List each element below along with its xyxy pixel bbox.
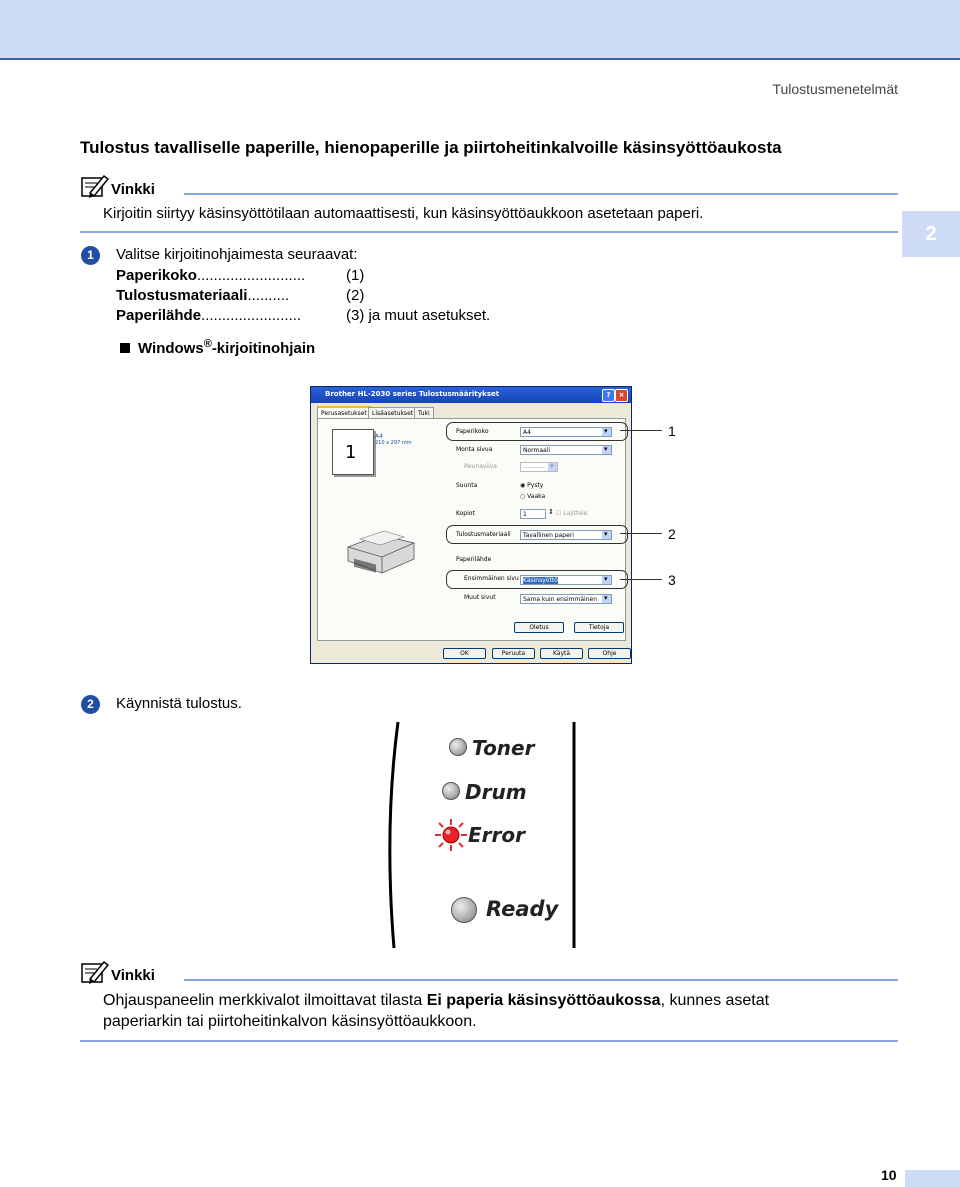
muut-sivut-label: Muut sivut [464, 594, 496, 601]
setting-row-paperilahde [116, 307, 301, 324]
paperilahde-label: Paperilähde [456, 556, 492, 563]
page-preview [332, 429, 374, 475]
leader-dots: .......... [247, 287, 290, 304]
tab-perusasetukset[interactable]: Perusasetukset [317, 406, 371, 420]
peruuta-button[interactable]: Peruuta [492, 648, 535, 659]
ok-button[interactable]: OK [443, 648, 486, 659]
note-header-2 [80, 959, 898, 989]
dialog-titlebar [311, 387, 631, 403]
setting-name: Tulostusmateriaali [116, 287, 248, 304]
setting-ref: (3) ja muut asetukset. [346, 307, 491, 324]
ensimmainen-select[interactable]: Käsinsyöttö ▾ [520, 575, 612, 585]
callout-number-2: 2 [668, 526, 676, 542]
note-pencil-icon [80, 959, 110, 985]
setting-row-paperikoko [116, 267, 305, 284]
radio-vaaka[interactable]: ○ Vaaka [520, 493, 546, 500]
callout-line-2 [620, 533, 662, 534]
radio-pysty[interactable]: ◉ Pysty [520, 482, 544, 489]
setting-name: Paperilähde [116, 307, 202, 324]
callout-line-1 [620, 430, 662, 431]
error-led-blinking-icon [434, 818, 468, 852]
square-bullet-icon [120, 343, 130, 353]
header-band [0, 0, 960, 60]
running-header: Tulostusmenetelmät [772, 81, 898, 97]
windows-subheading: Windows®-kirjoitinohjain [138, 338, 316, 357]
kopiot-input[interactable]: 1 [520, 509, 546, 519]
note-header [80, 173, 898, 203]
preview-size: A4 [375, 433, 383, 440]
callout-highlight-3 [446, 570, 628, 589]
kopiot-label: Kopiot [456, 510, 475, 517]
note2-text-line1: Ohjauspaneelin merkkivalot ilmoittavat tilasta Ei paperia käsinsyöttöaukossa, kunnes asetat [103, 992, 770, 1009]
chapter-tab: 2 [902, 211, 960, 257]
printer-illustration-icon [340, 519, 420, 579]
ready-led-icon [451, 897, 477, 923]
note-divider [184, 193, 898, 195]
callout-number-1: 1 [668, 423, 676, 439]
help-button[interactable]: ? [602, 389, 615, 402]
setting-row-tulostusmateriaali [116, 287, 289, 304]
page-heading: Tulostus tavalliselle paperille, hienopaperille ja piirtoheitinkalvoille käsinsyöttöaukosta [80, 138, 782, 157]
ohje-button[interactable]: Ohje [588, 648, 631, 659]
page-number: 10 [881, 1167, 897, 1183]
tietoja-button[interactable]: Tietoja [574, 622, 624, 633]
toner-label: Toner [472, 736, 535, 760]
reunaviiva-label: Reunaviiva [464, 463, 497, 470]
tulostusmateriaali-label: Tulostusmateriaali [456, 531, 511, 538]
reunaviiva-select[interactable]: ---------- ▾ [520, 462, 558, 472]
muut-sivut-select[interactable]: Sama kuin ensimmäinen ▾ [520, 594, 612, 604]
callout-highlight-2 [446, 525, 628, 544]
setting-ref: (2) [346, 287, 365, 304]
footer-band [905, 1170, 960, 1187]
callout-number-3: 3 [668, 572, 676, 588]
oletus-button[interactable]: Oletus [514, 622, 564, 633]
tulostusmateriaali-select[interactable]: Tavallinen paperi ▾ [520, 530, 612, 540]
lajittele-checkbox[interactable]: ☐ Lajittele [556, 510, 588, 517]
preview-page-number: 1 [345, 442, 357, 463]
drum-label: Drum [465, 780, 527, 804]
note-text: Kirjoitin siirtyy käsinsyöttötilaan automaattisesti, kun käsinsyöttöaukkoon asetetaan paperi. [103, 205, 704, 222]
kopiot-stepper-icon[interactable]: ⇕ [548, 508, 554, 516]
suunta-label: Suunta [456, 482, 478, 489]
note-end-rule [80, 231, 898, 233]
toner-led-icon [449, 738, 467, 756]
note2-end-rule [80, 1040, 898, 1042]
step-bullet-2: 2 [81, 695, 100, 714]
drum-led-icon [442, 782, 460, 800]
note-pencil-icon [80, 173, 110, 199]
note-divider [184, 979, 898, 981]
kayta-button[interactable]: Käytä [540, 648, 583, 659]
paperikoko-label: Paperikoko [456, 428, 489, 435]
leader-dots: ........................ [201, 307, 302, 324]
preview-dims: 210 x 297 mm [375, 440, 412, 446]
callout-line-3 [620, 579, 662, 580]
note-label: Vinkki [111, 181, 155, 198]
dialog-title: Brother HL-2030 series Tulostusmääritykset [325, 390, 500, 398]
ready-label: Ready [486, 897, 559, 921]
error-label: Error [468, 823, 525, 847]
step2-text: Käynnistä tulostus. [116, 695, 242, 712]
tab-tuki[interactable]: Tuki [414, 407, 434, 419]
ensimmainen-label: Ensimmäinen sivu [464, 575, 519, 582]
step1-text: Valitse kirjoitinohjaimesta seuraavat: [116, 246, 358, 263]
step-bullet-1: 1 [81, 246, 100, 265]
note2-text-line2: paperiarkin tai piirtoheitinkalvon käsinsyöttöaukkoon. [103, 1013, 477, 1030]
tab-lisaasetukset[interactable]: Lisäasetukset [368, 407, 417, 419]
note-label: Vinkki [111, 967, 155, 984]
printer-preferences-dialog [310, 386, 632, 664]
monta-sivua-label: Monta sivua [456, 446, 493, 453]
setting-name: Paperikoko [116, 267, 197, 284]
paperikoko-select[interactable]: A4 ▾ [520, 427, 612, 437]
callout-highlight-1 [446, 422, 628, 441]
monta-sivua-select[interactable]: Normaali ▾ [520, 445, 612, 455]
close-button[interactable]: × [615, 389, 628, 402]
setting-ref: (1) [346, 267, 365, 284]
leader-dots: .......................... [196, 267, 306, 284]
tab-panel [317, 418, 626, 641]
